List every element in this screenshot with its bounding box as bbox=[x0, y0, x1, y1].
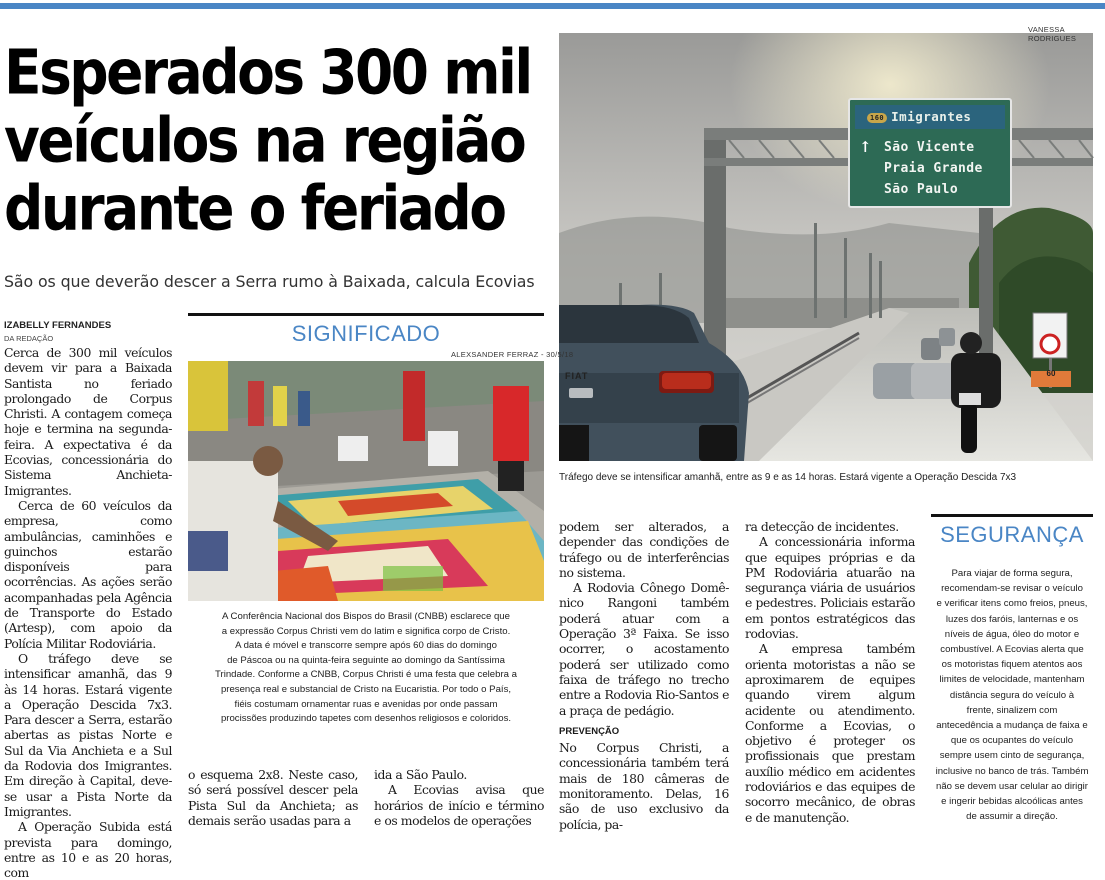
article-column-2 bbox=[188, 767, 358, 828]
seguranca-line: os motoristas fiquem atentos aos bbox=[941, 659, 1083, 671]
road-sign-top-label: Imigrantes bbox=[891, 109, 972, 124]
seguranca-line: luzes dos faróis, lanternas e os bbox=[945, 613, 1079, 625]
headline-line: durante o feriado bbox=[4, 172, 505, 244]
arrow-up-icon: ↑ bbox=[859, 138, 872, 156]
road-sign-top bbox=[867, 109, 1007, 124]
seguranca-line: não se devem usar celular ao dirigir bbox=[936, 780, 1088, 792]
seguranca-line: recomendam-se revisar o veículo bbox=[941, 583, 1083, 595]
paragraph: A Ecovias avisa que horários de início e término e os modelos de operações bbox=[374, 782, 544, 828]
caption-line: fiéis costumam ornamentar ruas e avenidas por onde passam bbox=[234, 698, 498, 710]
paragraph: A Operação Subida está prevista para domingo, entre as 10 e as 20 horas, com bbox=[4, 819, 172, 880]
article-column-3 bbox=[559, 519, 729, 832]
highway-shield-icon: 160 bbox=[867, 113, 887, 123]
article-column-1 bbox=[4, 345, 172, 880]
seguranca-text bbox=[926, 566, 1098, 824]
road-sign-line: São Paulo bbox=[884, 182, 959, 197]
seguranca-line: e ingerir bebidas alcoólicas antes bbox=[941, 796, 1083, 808]
paragraph: ra detecção de incidentes. bbox=[745, 519, 899, 534]
paragraph: Cerca de 300 mil veículos devem vir para a Baixada Santista no feriado prolongado de Corpus Christi. A contagem começa hoje e termina na segunda-feira. A expectativa é da Ecovias, concessionária do Sistema Anchieta-Imigrantes. bbox=[4, 345, 172, 498]
seguranca-line: combustível. A Ecovias alerta que bbox=[940, 644, 1084, 656]
article-column-4 bbox=[745, 519, 915, 825]
caption-line: de Páscoa ou na quinta-feira seguinte ao domingo da Santíssima bbox=[227, 654, 505, 666]
paragraph: O tráfego deve se intensificar amanhã, das 9 às 14 horas. Estará vigente a Operação Descida 7x3. Para descer a Serra, estarão abertas as pistas Norte e Sul da Via Anchieta e a Sul da Rodovia dos Imigrantes. Em direção à Capital, deve-se usar a Pista Norte da Imigrantes. bbox=[4, 650, 172, 819]
seguranca-line: Para viajar de forma segura, bbox=[951, 568, 1073, 579]
caption-line: a expressão Corpus Christi vem do latim e significa corpo de Cristo. bbox=[221, 625, 511, 637]
caption-line: presença real e substancial de Cristo na Eucaristia. Por todo o País, bbox=[220, 683, 512, 695]
main-photo-credit: VANESSA RODRIGUES bbox=[1028, 25, 1077, 43]
significado-photo bbox=[188, 361, 544, 601]
significado-photo-credit: ALEXSANDER FERRAZ - 30/5/18 bbox=[451, 350, 574, 359]
paragraph: podem ser alterados, a depender das condições de tráfego ou de interferências no sistema. bbox=[559, 519, 729, 580]
main-photo bbox=[559, 33, 1093, 461]
author-desk: DA REDAÇÃO bbox=[4, 334, 54, 343]
caption-line: Trindade. Conforme a CNBB, Corpus Christi é uma festa que celebra a bbox=[215, 669, 517, 681]
author-name: IZABELLY FERNANDES bbox=[4, 320, 112, 331]
paragraph: Cerca de 60 veículos da empresa, como ambulâncias, caminhões e guinchos estarão disponíveis para ocorrências. As ações serão acompanhadas pela Agência de Transporte do Estado (Artesp), com apoio da Polícia Militar Rodoviária. bbox=[4, 497, 172, 651]
article-column-3-bottom bbox=[374, 767, 544, 828]
paragraph: o esquema 2x8. Neste caso, só será possível descer pela Pista Sul da Anchieta; as demais serão usadas para a bbox=[188, 767, 358, 828]
headline bbox=[4, 38, 556, 242]
car-badge: FIAT bbox=[565, 371, 589, 381]
paragraph: A empresa também orienta motoristas a não se aproximarem de equipes quando virem algum acidente ou atendimento. Conforme a Ecovias, o objetivo é proteger os profissionais que prestam auxílio médico em acidentes rodoviários e das equipes de socorro mecânico, de obras e de manutenção. bbox=[745, 641, 915, 825]
road-sign-line: Praia Grande bbox=[884, 161, 983, 176]
road-sign-destinations bbox=[884, 137, 1014, 200]
seguranca-title: SEGURANÇA bbox=[940, 522, 1084, 547]
significado-caption bbox=[188, 610, 544, 727]
paragraph: No Corpus Christi, a concessionária também terá mais de 180 câmeras de monitoramento. Delas, 16 são de uso exclusivo da polícia, pa- bbox=[559, 740, 729, 832]
top-accent-bar bbox=[0, 3, 1105, 9]
seguranca-line: distância segura do veículo à bbox=[949, 689, 1075, 701]
seguranca-line: frente, sinalizem com bbox=[966, 704, 1058, 716]
seguranca-line: limites de velocidade, mantenham bbox=[939, 674, 1085, 686]
significado-title: SIGNIFICADO bbox=[291, 321, 441, 346]
seguranca-line: que os ocupantes do veículo bbox=[950, 735, 1074, 747]
significado-rule bbox=[188, 313, 544, 316]
caption-line: procissões produzindo tapetes com desenhos religiosos e coloridos. bbox=[220, 713, 512, 725]
subheadline: São os que deverão descer a Serra rumo à Baixada, calcula Ecovias bbox=[4, 272, 535, 291]
seguranca-line: níveis de água, óleo do motor e bbox=[944, 628, 1080, 640]
seguranca-line: sempre usem cinto de segurança, bbox=[939, 750, 1085, 762]
headline-line: veículos na região bbox=[4, 104, 525, 176]
headline-line: Esperados 300 mil bbox=[4, 36, 531, 108]
speed-limit-sign: 60 bbox=[1046, 369, 1056, 378]
section-subtitle: PREVENÇÃO bbox=[559, 725, 620, 737]
seguranca-line: e verificar itens como freios, pneus, bbox=[936, 598, 1088, 610]
seguranca-line: de assumir a direção. bbox=[966, 811, 1058, 823]
road-sign-line: São Vicente bbox=[884, 140, 975, 155]
paragraph: A concessionária informa que equipes próprias e da PM Rodoviária atuarão na segurança viária de usuários e pedestres. Policiais estarão em pontos estratégicos das rodovias. bbox=[745, 534, 915, 642]
paragraph: A Rodovia Cônego Domê-nico Rangoni também poderá atuar com a Operação 3ª Faixa. Se isso ocorrer, o acostamento poderá ser utilizado como faixa de tráfego no trecho entre a Rodovia Rio-Santos e a praça de pedágio. bbox=[559, 580, 729, 718]
seguranca-line: antecedência a mudança de faixa e bbox=[936, 720, 1088, 732]
main-photo-caption: Tráfego deve se intensificar amanhã, entre as 9 e as 14 horas. Estará vigente a Operação Descida 7x3 bbox=[559, 472, 1017, 483]
caption-line: A data é móvel e transcorre sempre após 60 dias do domingo bbox=[235, 640, 497, 652]
seguranca-rule bbox=[931, 514, 1093, 517]
paragraph: ida a São Paulo. bbox=[374, 767, 467, 782]
seguranca-line: inclusive no banco de trás. Também bbox=[935, 765, 1089, 777]
caption-line: A Conferência Nacional dos Bispos do Brasil (CNBB) esclarece que bbox=[222, 611, 510, 622]
